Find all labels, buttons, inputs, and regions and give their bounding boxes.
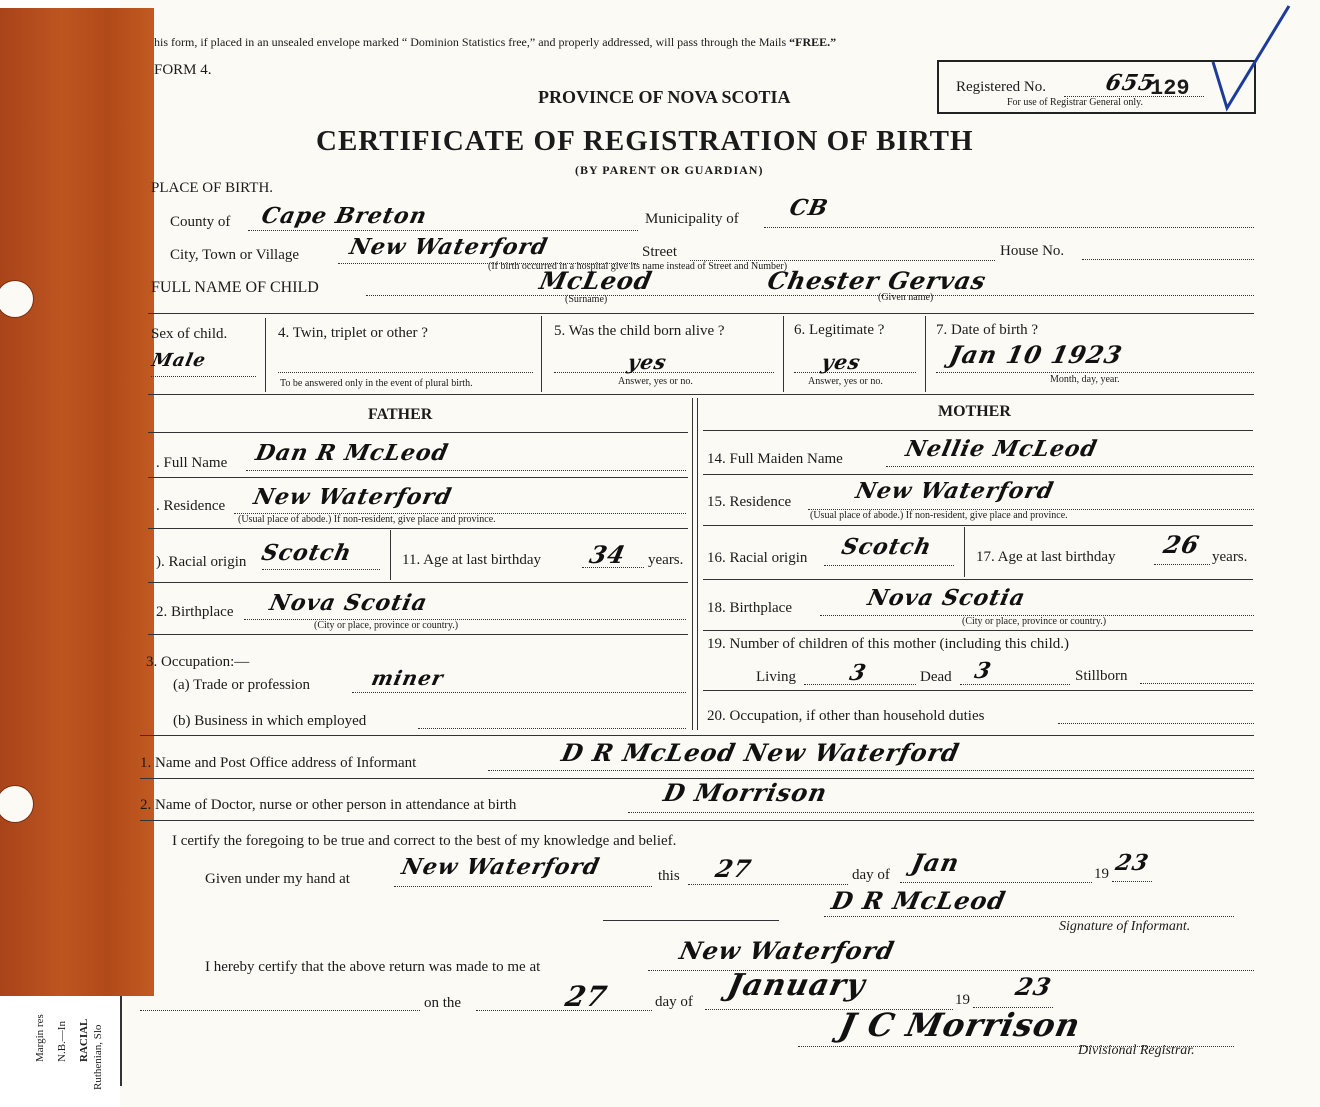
registrar-place: New Waterford bbox=[676, 936, 898, 965]
registrar-signature: J C Morrison bbox=[835, 1006, 1085, 1044]
father-years: years. bbox=[648, 552, 684, 568]
dob-caption: Month, day, year. bbox=[1050, 374, 1120, 385]
father-business-label: (b) Business in which employed bbox=[173, 713, 367, 729]
registrar-blank-line bbox=[140, 1010, 420, 1011]
twin-label: 4. Twin, triplet or other ? bbox=[278, 325, 428, 341]
registrar-year-prefix: 19 bbox=[955, 992, 970, 1008]
day-value: 27 bbox=[712, 854, 755, 883]
given-caption: (Given name) bbox=[878, 292, 934, 303]
father-rule-4 bbox=[148, 582, 688, 583]
twin-line bbox=[278, 372, 533, 373]
informant-line bbox=[488, 770, 1254, 771]
house-label: House No. bbox=[1000, 243, 1065, 259]
margin-text-4: Ruthenian, Slo bbox=[92, 1024, 104, 1090]
municipality-value: CB bbox=[787, 195, 831, 221]
month-line bbox=[900, 882, 1092, 883]
living-value: 3 bbox=[847, 660, 870, 686]
father-business-line bbox=[418, 728, 686, 729]
margin-text-3: RACIAL bbox=[78, 1018, 90, 1062]
municipality-line bbox=[764, 227, 1254, 228]
child-name-label: FULL NAME OF CHILD bbox=[151, 279, 319, 296]
mother-residence-label: 15. Residence bbox=[707, 494, 792, 510]
father-birthplace-note: (City or place, province or country.) bbox=[314, 620, 459, 631]
mother-rule-2 bbox=[703, 474, 1253, 475]
mother-rule-5 bbox=[703, 630, 1253, 631]
mother-rule-4 bbox=[703, 579, 1253, 580]
sex-label: Sex of child. bbox=[151, 326, 228, 342]
mother-rule-1 bbox=[703, 430, 1253, 431]
mother-racial-label: 16. Racial origin bbox=[707, 550, 808, 566]
registrar-statement: I hereby certify that the above return was made to me at bbox=[205, 959, 541, 975]
mail-note bbox=[154, 35, 836, 50]
father-rule-3 bbox=[148, 528, 688, 529]
dob-line bbox=[936, 372, 1254, 373]
mother-occupation-label: 20. Occupation, if other than household duties bbox=[707, 708, 985, 724]
child-name-line bbox=[366, 295, 1254, 296]
given-place: New Waterford bbox=[399, 854, 603, 880]
registered-label: Registered No. bbox=[956, 79, 1046, 95]
informant-signature-caption: Signature of Informant. bbox=[1059, 919, 1191, 934]
day-line bbox=[688, 884, 848, 885]
mother-age-value: 26 bbox=[1160, 530, 1203, 559]
father-occupation-label: 3. Occupation:— bbox=[146, 654, 250, 670]
province-title: PROVINCE OF NOVA SCOTIA bbox=[538, 87, 791, 107]
father-residence-note: (Usual place of abode.) If non-resident, give place and province. bbox=[238, 514, 496, 525]
margin-text-2: N.B.—In bbox=[56, 1021, 68, 1062]
year-prefix: 19 bbox=[1094, 866, 1109, 882]
margin-rule bbox=[120, 996, 122, 1086]
mother-rule-3 bbox=[703, 525, 1253, 526]
mother-residence-note: (Usual place of abode.) If non-resident, give place and province. bbox=[810, 510, 1068, 521]
mail-free: “FREE.” bbox=[789, 35, 837, 49]
father-birthplace-value: Nova Scotia bbox=[267, 590, 430, 616]
legit-value: yes bbox=[819, 350, 864, 374]
mother-age-line bbox=[1154, 564, 1210, 565]
informant-value: D R McLeod New Waterford bbox=[558, 738, 963, 767]
mother-name-value: Nellie McLeod bbox=[903, 436, 1100, 462]
mother-children-label: 19. Number of children of this mother (including this child.) bbox=[707, 636, 1070, 652]
mother-birthplace-value: Nova Scotia bbox=[865, 585, 1028, 611]
registrar-caption: Divisional Registrar. bbox=[1078, 1043, 1195, 1058]
father-rule-1 bbox=[148, 432, 688, 433]
mother-residence-value: New Waterford bbox=[853, 478, 1057, 504]
place-heading: PLACE OF BIRTH. bbox=[151, 180, 274, 196]
county-label: County of bbox=[170, 214, 231, 230]
father-racial-value: Scotch bbox=[259, 540, 355, 566]
seal-line bbox=[603, 920, 779, 921]
father-age-label: 11. Age at last birthday bbox=[402, 552, 541, 568]
page-subtitle: (BY PARENT OR GUARDIAN) bbox=[575, 163, 764, 177]
row-rule-bottom bbox=[148, 394, 1254, 395]
mother-name-label: 14. Full Maiden Name bbox=[707, 451, 843, 467]
col-divider-1 bbox=[265, 318, 266, 392]
certify-statement: I certify the foregoing to be true and correct to the best of my knowledge and belief. bbox=[172, 833, 677, 849]
doctor-label: 2. Name of Doctor, nurse or other person in attendance at birth bbox=[140, 797, 517, 813]
mother-rule-6 bbox=[703, 690, 1253, 691]
mother-name-line bbox=[886, 466, 1254, 467]
stillborn-label: Stillborn bbox=[1075, 668, 1128, 684]
sex-value: Male bbox=[149, 350, 209, 371]
registrar-month-value: January bbox=[724, 968, 869, 1003]
mother-birthplace-note: (City or place, province or country.) bbox=[962, 616, 1107, 627]
father-residence-label: . Residence bbox=[156, 498, 226, 514]
mother-racial-line bbox=[824, 565, 954, 566]
doctor-rule bbox=[140, 820, 1254, 821]
month-value: Jan bbox=[908, 848, 963, 877]
tape-strip bbox=[0, 8, 154, 996]
dead-line bbox=[960, 684, 1070, 685]
onthe-label: on the bbox=[424, 995, 462, 1011]
given-place-line bbox=[394, 886, 652, 887]
dead-value: 3 bbox=[972, 658, 995, 684]
page-title: CERTIFICATE OF REGISTRATION OF BIRTH bbox=[316, 125, 974, 157]
father-name-label: . Full Name bbox=[156, 455, 228, 471]
street-label: Street bbox=[642, 244, 677, 260]
child-surname: McLeod bbox=[536, 266, 656, 295]
father-rule-2 bbox=[148, 477, 688, 478]
mother-occupation-line bbox=[1058, 723, 1254, 724]
father-residence-value: New Waterford bbox=[251, 484, 455, 510]
mother-racial-value: Scotch bbox=[839, 534, 935, 560]
mother-years: years. bbox=[1212, 549, 1248, 565]
county-value: Cape Breton bbox=[259, 203, 430, 229]
mother-age-label: 17. Age at last birthday bbox=[976, 549, 1116, 565]
legit-label: 6. Legitimate ? bbox=[794, 322, 885, 338]
col-divider-3 bbox=[783, 316, 784, 392]
stillborn-line bbox=[1140, 683, 1254, 684]
father-rule-5 bbox=[148, 634, 688, 635]
father-birthplace-line bbox=[244, 619, 686, 620]
sex-line bbox=[151, 376, 256, 377]
father-trade-value: miner bbox=[369, 666, 447, 690]
father-name-value: Dan R McLeod bbox=[253, 440, 451, 466]
col-divider-4 bbox=[925, 316, 926, 392]
mail-note-text: his form, if placed in an unsealed envelope marked “ Dominion Statistics free,” and properly addressed, will pass through the Mails bbox=[154, 35, 787, 49]
alive-caption: Answer, yes or no. bbox=[618, 376, 693, 387]
center-divider-left bbox=[692, 398, 693, 730]
registered-note: For use of Registrar General only. bbox=[1007, 97, 1143, 108]
informant-label: 1. Name and Post Office address of Informant bbox=[140, 755, 417, 771]
informant-rule-top bbox=[140, 735, 1254, 736]
doctor-value: D Morrison bbox=[660, 778, 831, 807]
twin-note: To be answered only in the event of plural birth. bbox=[280, 378, 473, 389]
mother-age-divider bbox=[964, 527, 965, 577]
given-label: Given under my hand at bbox=[205, 871, 350, 887]
informant-signature-line bbox=[824, 916, 1234, 917]
dead-label: Dead bbox=[920, 669, 952, 685]
father-racial-label: ). Racial origin bbox=[156, 554, 247, 570]
father-name-line bbox=[246, 470, 686, 471]
father-racial-line bbox=[262, 569, 380, 570]
registrar-day-value: 27 bbox=[562, 980, 611, 1013]
municipality-label: Municipality of bbox=[645, 211, 739, 227]
county-line bbox=[248, 230, 638, 231]
father-birthplace-label: 2. Birthplace bbox=[156, 604, 234, 620]
registered-number: 655 bbox=[1103, 70, 1158, 96]
registrar-dayof-label: day of bbox=[655, 994, 693, 1010]
this-label: this bbox=[658, 868, 680, 884]
child-given-name: Chester Gervas bbox=[764, 266, 990, 295]
informant-signature: D R McLeod bbox=[828, 886, 1009, 915]
father-trade-line bbox=[352, 692, 686, 693]
father-heading: FATHER bbox=[368, 406, 433, 423]
mother-heading: MOTHER bbox=[938, 403, 1011, 420]
margin-text-1: Margin res bbox=[34, 1014, 46, 1062]
col-divider-2 bbox=[541, 316, 542, 392]
doctor-line bbox=[628, 812, 1254, 813]
legit-caption: Answer, yes or no. bbox=[808, 376, 883, 387]
row-rule-top bbox=[148, 313, 1254, 314]
registrar-year-suffix: 23 bbox=[1012, 972, 1055, 1001]
hospital-note: (If birth occurred in a hospital give its name instead of Street and Number) bbox=[488, 261, 788, 272]
city-value: New Waterford bbox=[347, 234, 551, 260]
alive-value: yes bbox=[625, 350, 670, 374]
form-number: FORM 4. bbox=[154, 62, 212, 78]
dob-label: 7. Date of birth ? bbox=[936, 322, 1039, 338]
living-label: Living bbox=[756, 669, 796, 685]
dob-value: Jan 10 1923 bbox=[946, 340, 1126, 369]
mother-birthplace-label: 18. Birthplace bbox=[707, 600, 792, 616]
year-suffix: 23 bbox=[1113, 850, 1152, 876]
city-label: City, Town or Village bbox=[170, 247, 300, 263]
father-age-value: 34 bbox=[586, 540, 629, 569]
alive-label: 5. Was the child born alive ? bbox=[554, 323, 725, 339]
year-line bbox=[1112, 881, 1152, 882]
registered-stamp: 129 bbox=[1150, 76, 1190, 101]
checkmark-icon bbox=[1205, 0, 1295, 120]
father-age-divider bbox=[390, 530, 391, 580]
father-trade-label: (a) Trade or profession bbox=[173, 677, 311, 693]
center-divider-right bbox=[697, 398, 698, 730]
surname-caption: (Surname) bbox=[565, 294, 608, 305]
house-line bbox=[1082, 259, 1254, 260]
dayof-label: day of bbox=[852, 867, 890, 883]
